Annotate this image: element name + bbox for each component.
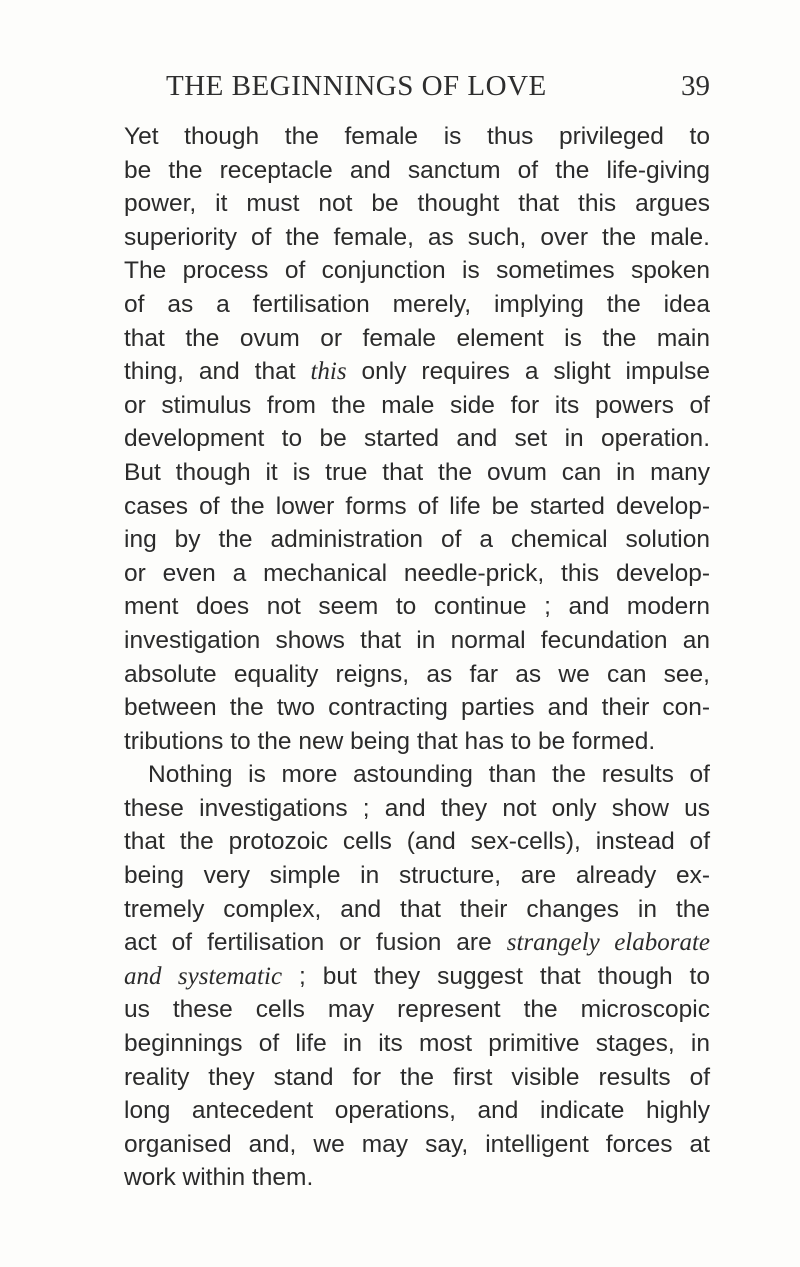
italic-emphasis: strangely elaborate	[506, 929, 711, 957]
body-text	[124, 120, 710, 1195]
text-line: long antecedent operations, and indicate highly	[124, 1097, 710, 1125]
text-line: investigation shows that in normal fecundation an	[124, 626, 710, 654]
text-line: these investigations ; and they not only show us	[124, 794, 710, 822]
text-line: Nothing is more astounding than the results of	[148, 761, 710, 789]
text-line	[124, 355, 710, 389]
text-line: reality they stand for the first visible results of	[124, 1063, 710, 1091]
text-line: power, it must not be thought that this argues	[124, 190, 710, 218]
page-number: 39	[681, 70, 710, 102]
text-run: thing, and that	[124, 358, 311, 386]
text-line: of as a fertilisation merely, implying the idea	[124, 290, 710, 318]
text-line: us these cells may represent the microscopic	[124, 996, 710, 1024]
text-line: tributions to the new being that has to be formed.	[124, 727, 656, 755]
text-line: work within them.	[124, 1164, 314, 1192]
text-line	[124, 960, 710, 994]
text-line: that the protozoic cells (and sex-cells), instead of	[124, 828, 710, 856]
text-run: ; but they suggest that though to	[282, 962, 710, 990]
text-line: ment does not seem to continue ; and modern	[124, 593, 710, 621]
text-line: ing by the administration of a chemical solution	[124, 526, 710, 554]
text-line: tremely complex, and that their changes in the	[124, 895, 710, 923]
text-line: organised and, we may say, intelligent forces at	[124, 1130, 710, 1158]
text-line: Yet though the female is thus privileged to	[124, 123, 710, 150]
text-run: only requires a slight impulse	[346, 358, 710, 386]
text-line	[124, 926, 710, 960]
text-line: be the receptacle and sanctum of the life-giving	[124, 156, 710, 184]
text-line: But though it is true that the ovum can in many	[124, 458, 710, 486]
text-run: act of fertilisation or fusion are	[124, 929, 507, 957]
italic-emphasis: and systematic	[124, 962, 283, 990]
running-head-title: THE BEGINNINGS OF LOVE	[166, 70, 547, 102]
text-line: being very simple in structure, are already ex-	[124, 862, 710, 890]
running-head	[124, 70, 710, 110]
text-line: cases of the lower forms of life be started develop-	[124, 492, 710, 520]
text-line: development to be started and set in operation.	[124, 425, 710, 453]
text-line: The process of conjunction is sometimes spoken	[124, 257, 710, 285]
text-line: beginnings of life in its most primitive stages, in	[124, 1030, 710, 1058]
text-line: or stimulus from the male side for its powers of	[124, 391, 710, 419]
text-line: superiority of the female, as such, over the male.	[124, 223, 710, 251]
italic-emphasis: this	[310, 358, 347, 386]
text-line: between the two contracting parties and their con-	[124, 694, 710, 722]
text-line: that the ovum or female element is the main	[124, 324, 710, 352]
text-line: absolute equality reigns, as far as we can see,	[124, 660, 710, 688]
text-line: or even a mechanical needle-prick, this develop-	[124, 559, 710, 587]
